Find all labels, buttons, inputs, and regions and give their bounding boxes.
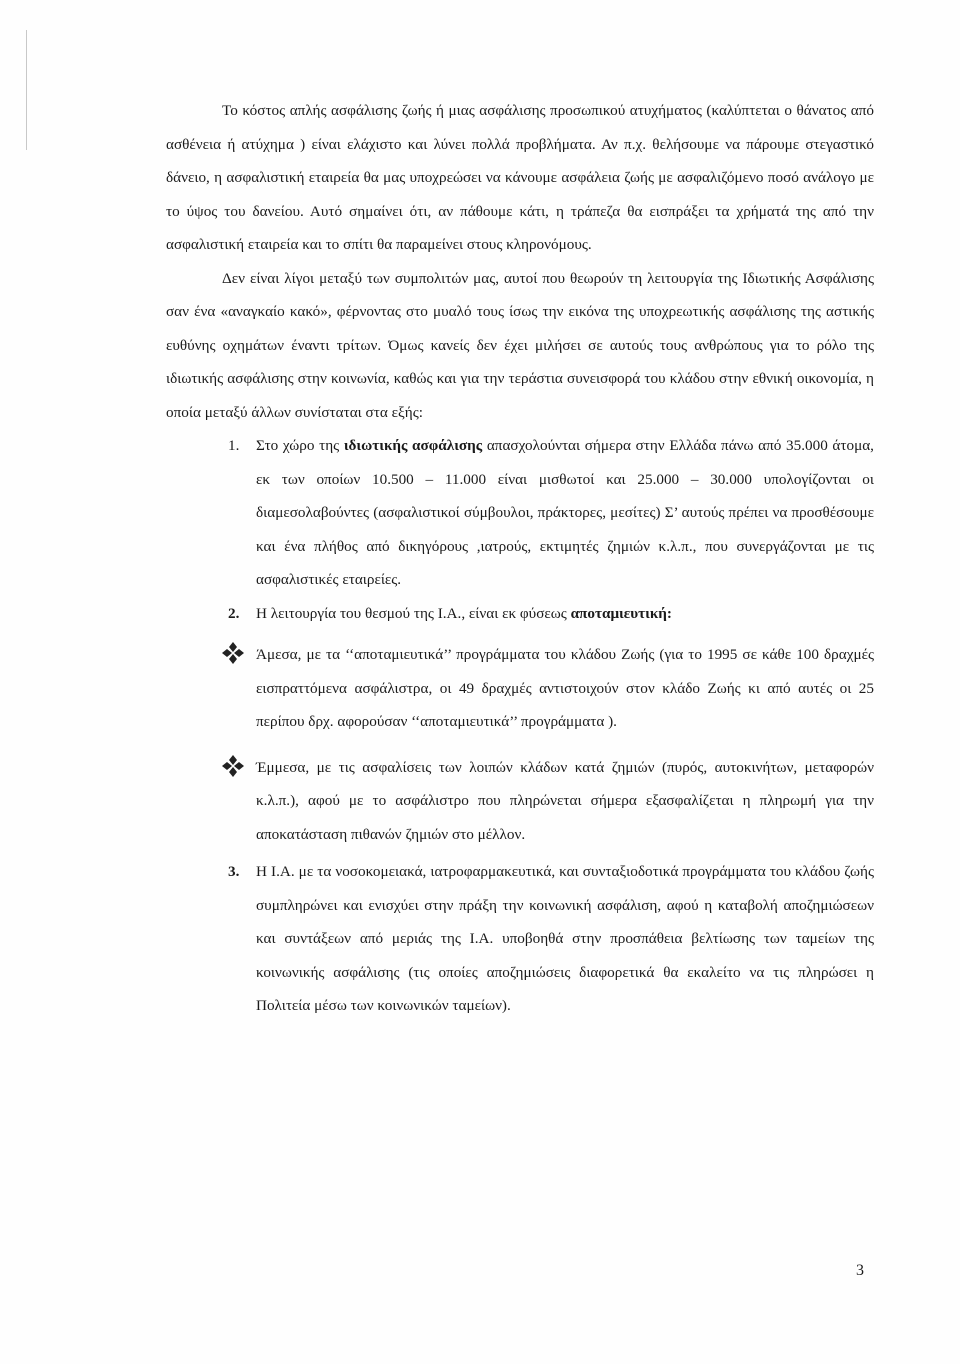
page-number: 3 <box>856 1262 864 1279</box>
list-item-1 <box>166 429 874 597</box>
scan-edge-line <box>26 30 27 150</box>
bullet-item-1 <box>166 638 874 739</box>
list-item-2-text-before: Η λειτουργία του θεσμού της Ι.Α., είναι εκ φύσεως <box>256 604 571 622</box>
bullet-item-2 <box>166 751 874 852</box>
bullet-item-2-text: Έμμεσα, με τις ασφαλίσεις των λοιπών κλάδων κατά ζημιών (πυρός, αυτοκινήτων, μεταφορών κ.λ.π.), αφού με το ασφάλιστρο που πληρώνεται σήμερα εξασφαλίζεται η πληρωμή για την αποκατάσταση πιθανών ζημιών στο μέλλον. <box>256 758 874 843</box>
list-item-1-text-before: Στο χώρο της <box>256 437 344 454</box>
list-item-1-text-after: απασχολούνται σήμερα στην Ελλάδα πάνω από 35.000 άτομα, εκ των οποίων 10.500 – 11.000 είναι μισθωτοί και 25.000 – 30.000 υπολογίζονται οι διαμεσολαβούντες (ασφαλιστικοί σύμβουλοι, πράκτορες, μεσίτες) Σ’ αυτούς πρέπει να προσθέσουμε και ένα πλήθος από δικηγόρους ,ιατρούς, εκτιμητές ζημιών κ.λ.π., που συνεργάζονται με τις ασφαλιστικές εταιρείες. <box>256 437 874 588</box>
list-item-3-text: Η Ι.Α. με τα νοσοκομειακά, ιατροφαρμακευτικά, και συνταξιοδοτικά προγράμματα του κλάδου ζωής συμπληρώνει και ενισχύει στην πράξη την κοινωνική ασφάλιση, αφού η καταβολή αποζημιώσεων και συντάξεων από μεριάς της Ι.Α. υποβοηθά στην προσπάθεια βελτίωσης των ταμείων της κοινωνικής ασφάλισης (τις οποίες αποζημιώσεις διαφορετικά θα εκαλείτο να τις πληρώσει η Πολιτεία μέσω των κοινωνικών ταμείων). <box>256 863 874 1014</box>
four-diamond-bullet-icon <box>220 753 246 779</box>
list-number-1: 1. <box>228 437 240 454</box>
four-diamond-bullet-icon <box>220 640 246 666</box>
list-item-2-bold: αποταμιευτική: <box>570 604 672 622</box>
list-item-2 <box>166 597 874 631</box>
document-body <box>166 94 874 1023</box>
list-number-3: 3. <box>228 863 240 880</box>
second-paragraph: Δεν είναι λίγοι μεταξύ των συμπολιτών μας, αυτοί που θεωρούν τη λειτουργία της Ιδιωτικής Ασφάλισης σαν ένα «αναγκαίο κακό», φέρνοντας στο μυαλό τους ίσως την εικόνα της υποχρεωτικής ασφάλισης της αστικής ευθύνης οχημάτων έναντι τρίτων. Όμως κανείς δεν έχει μιλήσει σε αυτούς τους ανθρώπους για το ρόλο της ιδιωτικής ασφάλισης στην κοινωνία, καθώς και για την τεράστια συνεισφορά του κλάδου στην εθνική οικονομία, η οποία μεταξύ άλλων συνίσταται στα εξής: <box>166 269 874 421</box>
list-item-1-bold: ιδιωτικής ασφάλισης <box>343 437 483 454</box>
list-item-3 <box>166 855 874 1023</box>
bullet-item-1-text: Άμεσα, με τα ‘‘αποταμιευτικά’’ προγράμματα του κλάδου Ζωής (για το 1995 σε κάθε 100 δραχμές εισπραττόμενα ασφάλιστρα, οι 49 δραχμές αντιστοιχούν στον κλάδο Ζωής κι από αυτές οι 25 περίπου δρχ. αφορούσαν ‘‘αποταμιευτικά’’ προγράμματα ). <box>256 646 874 730</box>
list-number-2: 2. <box>228 604 240 622</box>
intro-paragraph: Το κόστος απλής ασφάλισης ζωής ή μιας ασφάλισης προσωπικού ατυχήματος (καλύπτεται ο θάνατος από ασθένεια ή ατύχημα ) είναι ελάχιστο και λύνει πολλά προβλήματα. Αν π.χ. θελήσουμε να πάρουμε στεγαστικό δάνειο, η ασφαλιστική εταιρεία θα μας υποχρεώσει να κάνουμε ασφάλεια ζωής με ασφαλιζόμενο ποσό ανάλογο με το ύψος του δανείου. Αυτό σημαίνει ότι, αν πάθουμε κάτι, η τράπεζα θα εισπράξει τα χρήματά της από την ασφαλιστική εταιρεία και το σπίτι θα παραμείνει στους κληρονόμους. <box>166 102 874 253</box>
